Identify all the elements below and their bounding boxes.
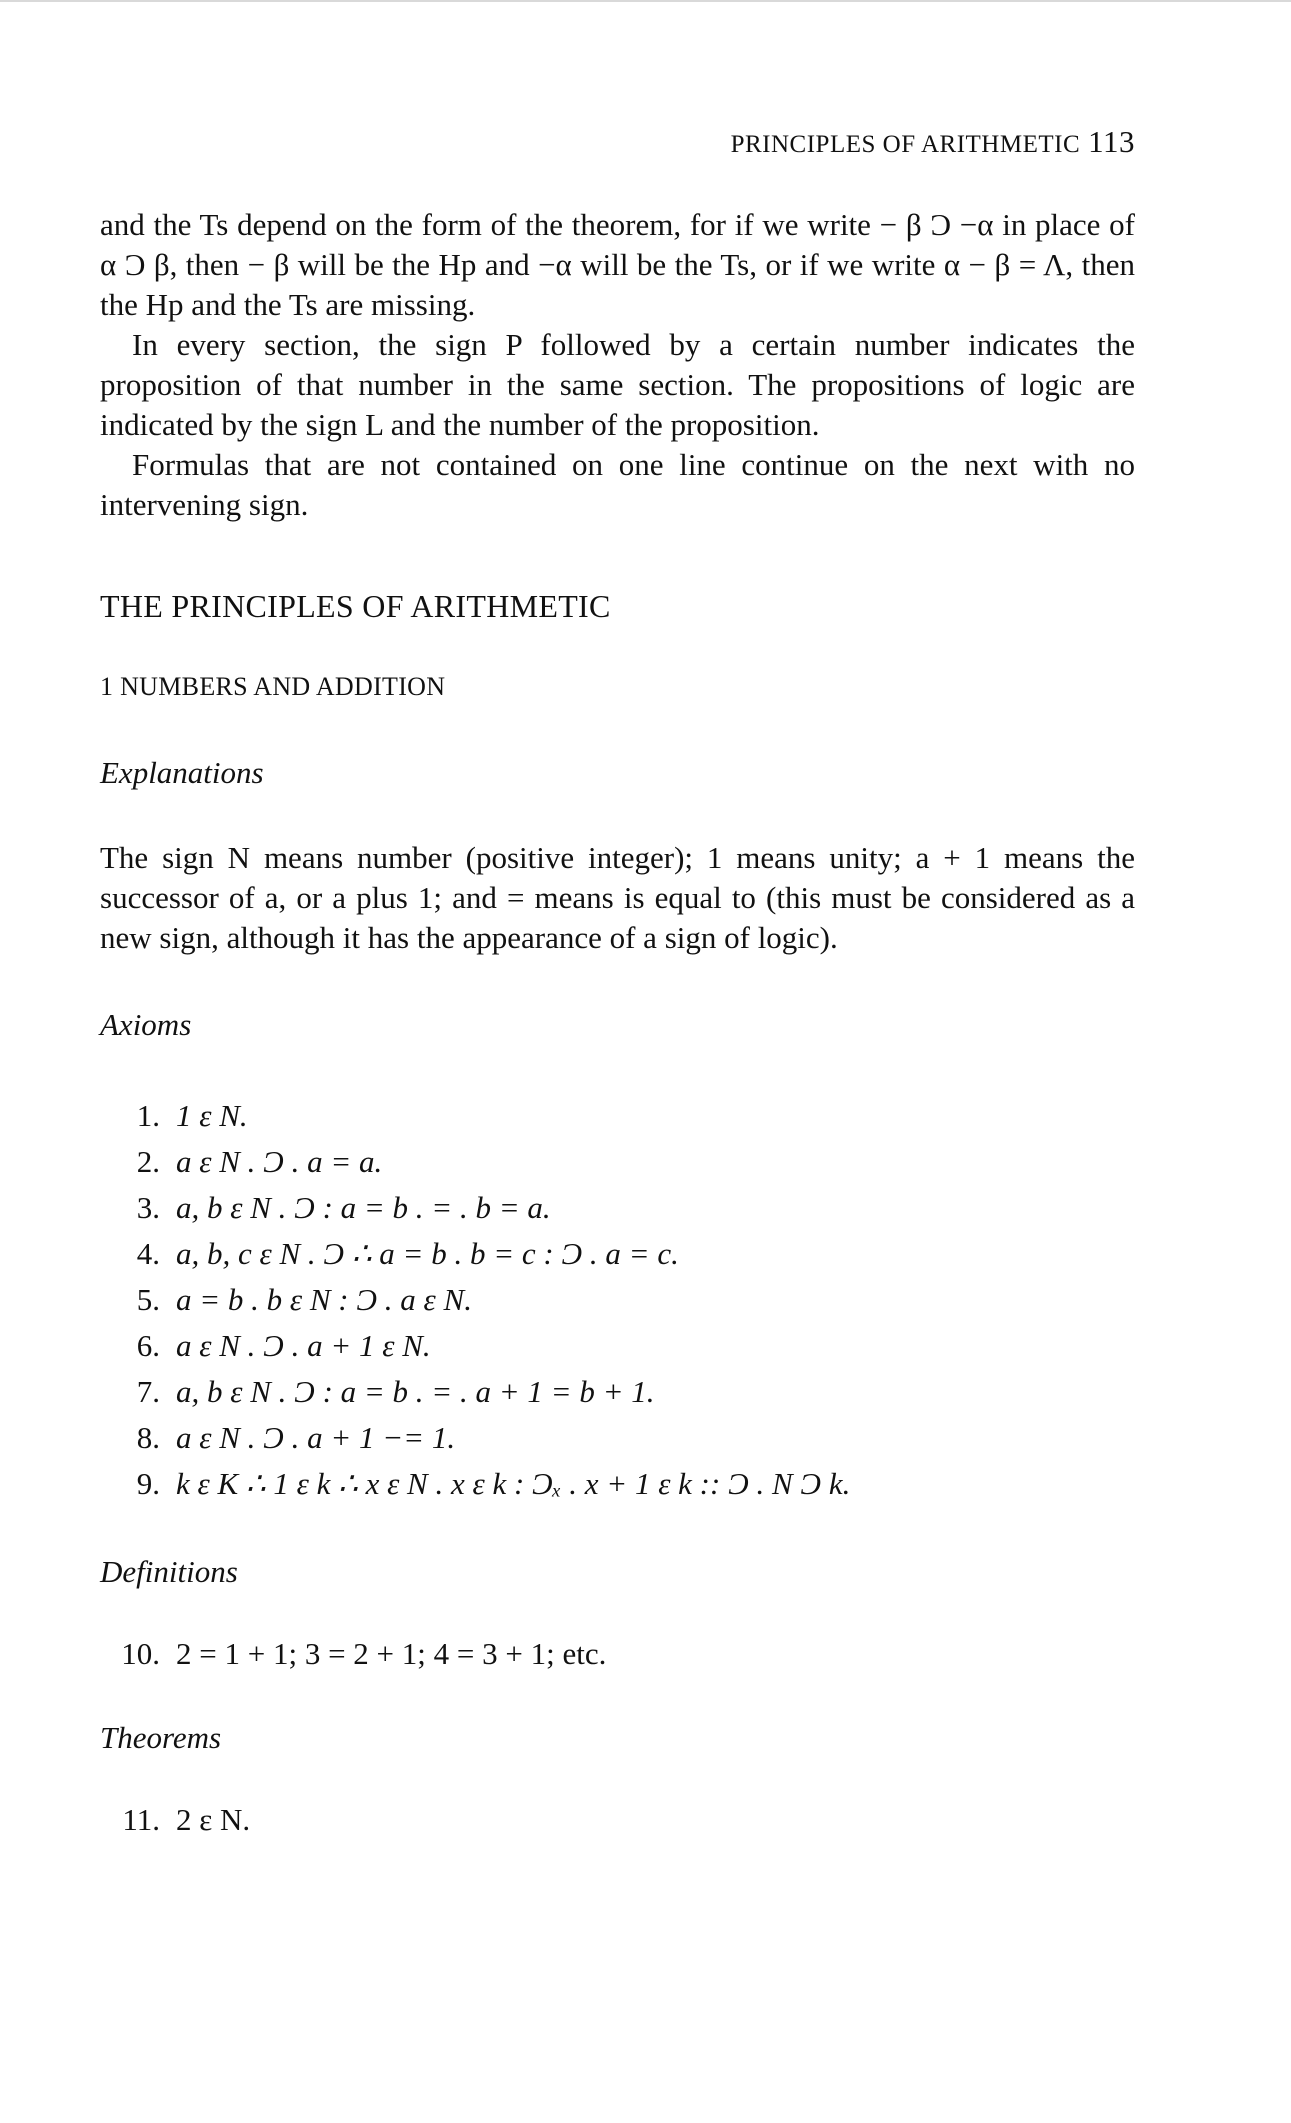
axiom-9: 9. k ε K ∴ 1 ε k ∴ x ε N . x ε k : Ɔₓ . x + 1 ε k :: Ɔ . N Ɔ k. xyxy=(136,1466,851,1501)
explanations-text: The sign N means number (positive integer); 1 means unity; a + 1 means the successor of a, or a plus 1; and = means is equal to (this must be considered as a new sign, although it has the appearance of a sign of logic). xyxy=(100,840,1135,955)
definition-10: 10. 2 = 1 + 1; 3 = 2 + 1; 4 = 3 + 1; etc. xyxy=(121,1636,607,1671)
axiom-7: 7. a, b ε N . Ɔ : a = b . = . a + 1 = b + 1. xyxy=(136,1374,655,1409)
axioms-list xyxy=(100,1093,1135,1507)
axiom-formula: a, b ε N . Ɔ : a = b . = . b = a. xyxy=(176,1190,551,1225)
axiom-formula: a ε N . Ɔ . a + 1 −= 1. xyxy=(176,1420,456,1455)
axioms-heading: Axioms xyxy=(100,1007,192,1042)
axiom-formula: a ε N . Ɔ . a = a. xyxy=(176,1144,383,1179)
page-number: 113 xyxy=(1088,124,1135,159)
intro-paragraph-3: Formulas that are not contained on one line continue on the next with no intervening sign. xyxy=(100,447,1135,522)
main-heading: THE PRINCIPLES OF ARITHMETIC xyxy=(100,588,611,624)
axiom-formula: a = b . b ε N : Ɔ . a ε N. xyxy=(176,1282,472,1317)
intro-paragraph-2: In every section, the sign P followed by a certain number indicates the proposition of that number in the same section. The propositions of logic are indicated by the sign L and the number of the proposition. xyxy=(100,327,1135,442)
axiom-5: 5. a = b . b ε N : Ɔ . a ε N. xyxy=(136,1282,472,1317)
running-title: PRINCIPLES OF ARITHMETIC xyxy=(730,131,1081,158)
axiom-2: 2. a ε N . Ɔ . a = a. xyxy=(136,1144,383,1179)
definitions-heading: Definitions xyxy=(100,1554,238,1589)
theorem-11: 11. 2 ε N. xyxy=(122,1802,251,1837)
intro-paragraph-1: and the Ts depend on the form of the theorem, for if we write − β Ɔ −α in place of α Ɔ β, then − β will be the Hp and −α will be the Ts, or if we write α − β = Λ, then the Hp and the Ts are missing. xyxy=(100,207,1135,322)
explanations-heading: Explanations xyxy=(100,755,264,790)
axiom-6: 6. a ε N . Ɔ . a + 1 ε N. xyxy=(136,1328,431,1363)
intro-text xyxy=(100,205,1135,525)
definition-text: 2 = 1 + 1; 3 = 2 + 1; 4 = 3 + 1; etc. xyxy=(176,1636,607,1671)
section-heading: 1 NUMBERS AND ADDITION xyxy=(100,672,446,701)
axiom-8: 8. a ε N . Ɔ . a + 1 −= 1. xyxy=(136,1420,456,1455)
axiom-1: 1. 1 ε N. xyxy=(136,1098,248,1133)
axiom-formula: k ε K ∴ 1 ε k ∴ x ε N . x ε k : Ɔₓ . x + 1 ε k :: Ɔ . N Ɔ k. xyxy=(176,1466,851,1501)
theorems-heading: Theorems xyxy=(100,1720,222,1755)
axiom-3: 3. a, b ε N . Ɔ : a = b . = . b = a. xyxy=(136,1190,551,1225)
top-rule xyxy=(0,0,1291,2)
theorem-text: 2 ε N. xyxy=(176,1802,251,1837)
axiom-formula: 1 ε N. xyxy=(176,1098,248,1133)
running-head xyxy=(731,124,1135,160)
axiom-formula: a, b, c ε N . Ɔ ∴ a = b . b = c : Ɔ . a = c. xyxy=(176,1236,679,1271)
axiom-4: 4. a, b, c ε N . Ɔ ∴ a = b . b = c : Ɔ . a = c. xyxy=(136,1236,679,1271)
axiom-formula: a, b ε N . Ɔ : a = b . = . a + 1 = b + 1. xyxy=(176,1374,655,1409)
axiom-formula: a ε N . Ɔ . a + 1 ε N. xyxy=(176,1328,431,1363)
